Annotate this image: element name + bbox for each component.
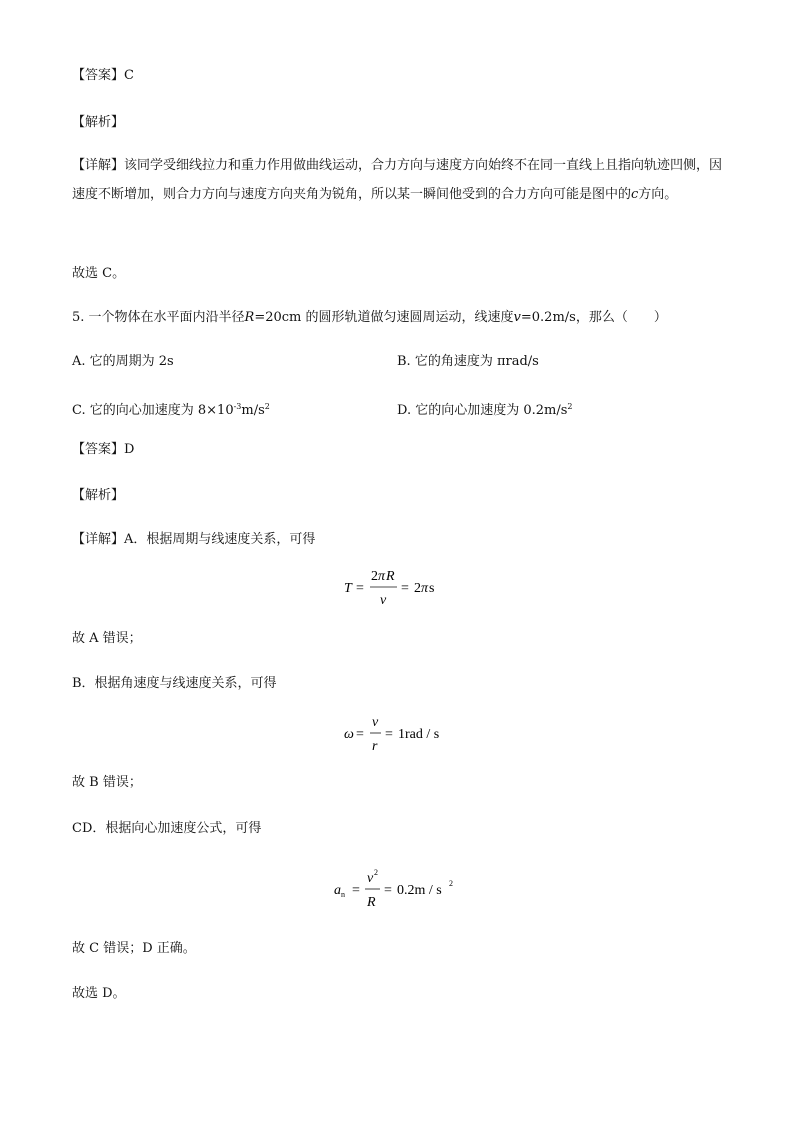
answer-2: 【答案】D [72, 442, 135, 457]
f1-rhs-2: 2 [414, 581, 421, 596]
f1-num-r: R [386, 569, 395, 584]
f1-lhs: T [344, 581, 352, 596]
answer-1: 【答案】C [72, 68, 134, 83]
conclusion-1: 故选 C。 [72, 266, 126, 281]
option-d-text: D. 它的向心加速度为 0.2m/s [397, 403, 568, 418]
option-b: B. 它的角速度为 πrad/s [397, 354, 539, 369]
f3-rhs-square: 2 [449, 879, 453, 888]
option-c-exponent: -3 [233, 402, 242, 411]
f2-den: r [372, 739, 378, 754]
f1-rhs-unit: s [429, 581, 435, 596]
cd-result: 故 C 错误；D 正确。 [72, 941, 196, 956]
option-c-text: C. 它的向心加速度为 8×10 [72, 403, 234, 418]
f1-rhs-pi: π [421, 581, 429, 596]
formula-angular-velocity [0, 710, 794, 756]
f3-rhs: 0.2m / s [397, 883, 442, 898]
detail-var: c [631, 187, 639, 202]
f2-lhs: ω [344, 727, 354, 742]
formula-period [0, 564, 794, 610]
formula-centripetal [0, 866, 794, 912]
f3-num: v [367, 871, 374, 886]
f1-eq1: = [356, 581, 364, 596]
f3-den: R [367, 895, 376, 910]
option-d-square: 2 [567, 402, 573, 411]
f3-lhs: a [334, 883, 341, 898]
f2-eq1: = [356, 727, 364, 742]
detail-paragraph-1 [72, 151, 732, 209]
question-5-stem [72, 309, 667, 327]
detail-end: 方向。 [638, 187, 678, 202]
stem-var-r: R [244, 310, 255, 325]
f2-num: v [372, 715, 379, 730]
formula-centripetal-svg [332, 866, 462, 912]
stem-part-c: =0.2m/s，那么（ ） [520, 310, 667, 325]
f1-num-pi: π [378, 569, 386, 584]
conclusion-2: 故选 D。 [72, 986, 126, 1001]
stem-var-v: v [513, 310, 521, 325]
f1-den: v [380, 593, 387, 608]
wrong-b: 故 B 错误； [72, 775, 142, 790]
option-d [397, 398, 573, 420]
detail-cd: CD．根据向心加速度公式，可得 [72, 821, 262, 836]
wrong-a: 故 A 错误； [72, 631, 142, 646]
formula-angular-velocity-svg [342, 710, 452, 756]
analysis-heading-2: 【解析】 [72, 488, 125, 503]
f3-num-square: 2 [374, 868, 378, 877]
stem-part-a: 5. 一个物体在水平面内沿半径 [72, 310, 245, 325]
f2-rhs: 1rad / s [398, 727, 440, 742]
formula-period-svg [342, 564, 452, 610]
f2-eq2: = [385, 727, 393, 742]
detail-text: 该同学受细线拉力和重力作用做曲线运动，合力方向与速度方向始终不在同一直线上且指向轨迹凹侧，因速度不断增加，则合力方向与速度方向夹角为锐角，所以某一瞬间他受到的合力方向可能是图中的 [72, 158, 723, 202]
option-c [72, 398, 270, 420]
f1-eq2: = [401, 581, 409, 596]
stem-part-b: =20cm 的圆形轨道做匀速圆周运动，线速度 [254, 310, 514, 325]
option-c-square: 2 [264, 402, 270, 411]
f3-eq1: = [352, 883, 360, 898]
detail-b: B．根据角速度与线速度关系，可得 [72, 676, 277, 691]
detail-a: 【详解】A．根据周期与线速度关系，可得 [72, 532, 316, 547]
analysis-heading-1: 【解析】 [72, 115, 125, 130]
f3-subscript: n [341, 890, 345, 899]
option-a: A. 它的周期为 2s [72, 354, 174, 369]
f1-num-2: 2 [371, 569, 378, 584]
detail-label: 【详解】 [72, 158, 125, 173]
option-c-unit: m/s [241, 403, 265, 418]
f3-eq2: = [384, 883, 392, 898]
